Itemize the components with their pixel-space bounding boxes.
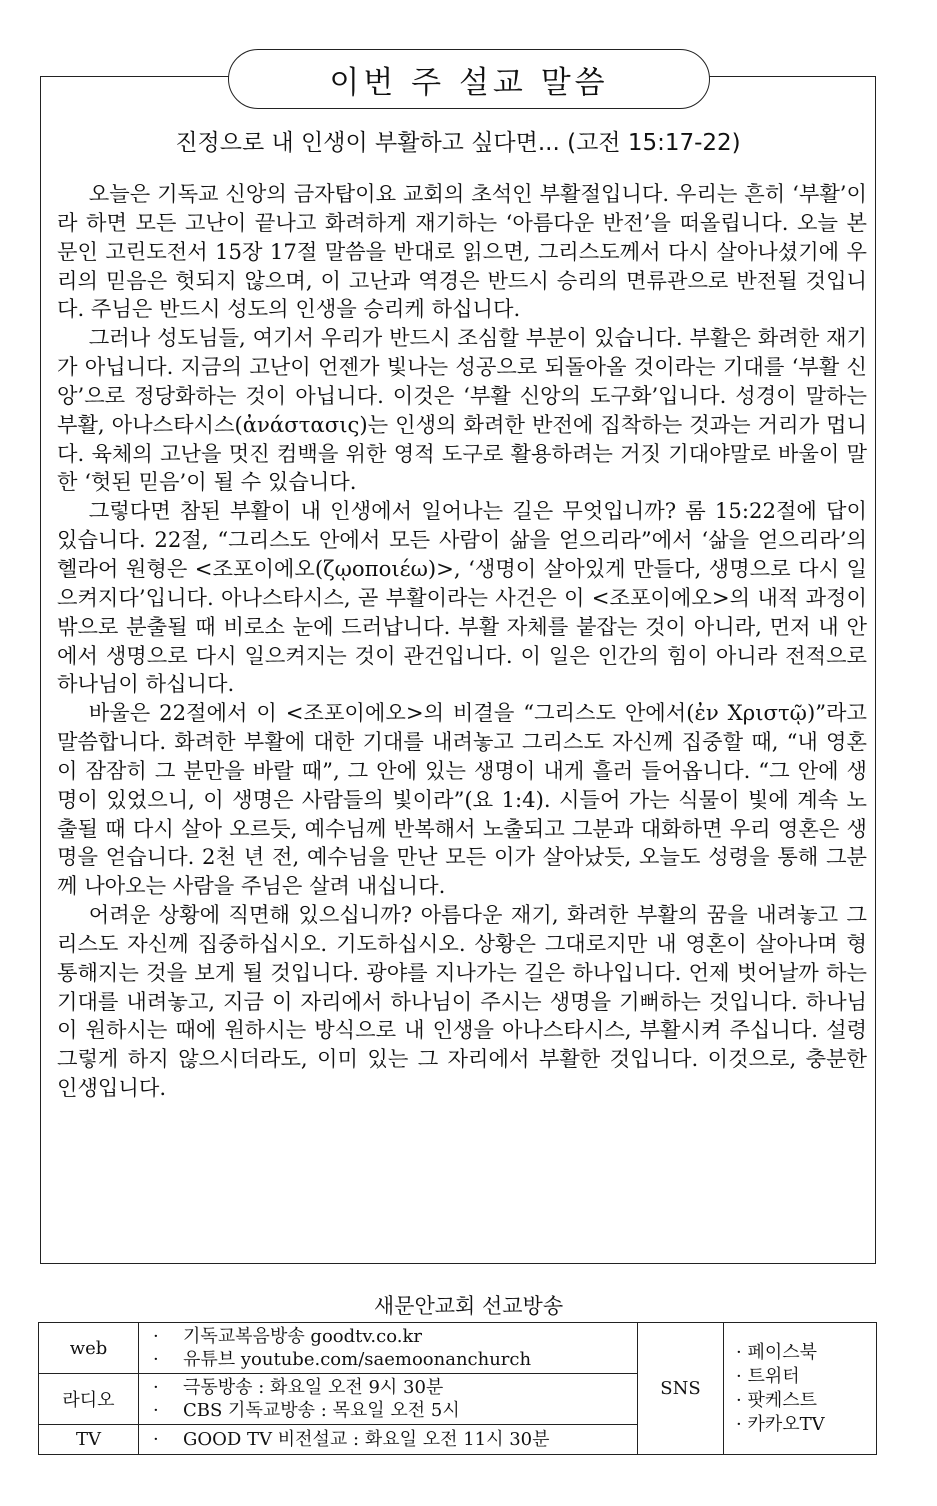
detail-tv xyxy=(139,1425,638,1455)
table-row xyxy=(39,1323,877,1374)
sns-item: · 카카오TV xyxy=(736,1413,876,1437)
sermon-body xyxy=(57,180,867,1103)
page-title: 이번 주 설교 말씀 xyxy=(228,49,710,109)
sermon-paragraph: 어려운 상황에 직면해 있으십니까? 아름다운 재기, 화려한 부활의 꿈을 내려놓고 그리스도 자신께 집중하십시오. 기도하십시오. 상황은 그대로지만 내 영혼이 살아나며 형통해지는 것을 보게 될 것입니다. 광야를 지나가는 길은 하나입니다. 언제 벗어날까 하는 기대를 내려놓고, 지금 이 자리에서 하나님이 주시는 생명을 기뻐하는 것입니다. 하나님이 원하시는 때에 원하시는 방식으로 내 인생을 아나스타시스, 부활시켜 주십니다. 설령 그렇게 하지 않으시더라도, 이미 있는 그 자리에서 부활한 것입니다. 이것으로, 충분한 인생입니다. xyxy=(57,902,867,1101)
broadcast-item: · 기독교복음방송 goodtv.co.kr xyxy=(153,1325,637,1348)
sermon-paragraph: 그러나 성도님들, 여기서 우리가 반드시 조심할 부분이 있습니다. 부활은 화려한 재기가 아닙니다. 지금의 고난이 언젠가 빛나는 성공으로 되돌아올 것이라는 기대를 ‘부활 신앙’으로 정당화하는 것이 아닙니다. 이것은 ‘부활 신앙의 도구화’입니다. 성경이 말하는 부활, 아나스타시스(ἀνάστασις)는 인생의 화려한 반전에 집착하는 것과는 거리가 멉니다. 육체의 고난을 멋진 컴백을 위한 영적 도구로 활용하려는 거짓 기대야말로 바울이 말한 ‘헛된 믿음’이 될 수 있습니다. xyxy=(57,325,867,495)
broadcast-item: · CBS 기독교방송 : 목요일 오전 5시 xyxy=(153,1399,637,1422)
detail-web xyxy=(139,1323,638,1374)
sns-item: · 팟케스트 xyxy=(736,1389,876,1413)
sermon-paragraph: 그렇다면 참된 부활이 내 인생에서 일어나는 길은 무엇입니까? 롬 15:22절에 답이 있습니다. 22절, “그리스도 안에서 모든 사람이 삶을 얻으리라”에서 ‘삶을 얻으리라’의 헬라어 원형은 <조포이에오(ζῳοποιέω)>, ‘생명이 살아있게 만들다, 생명으로 다시 일으켜지다’입니다. 아나스타시스, 곧 부활이라는 사건은 이 <조포이에오>의 내적 과정이 밖으로 분출될 때 비로소 눈에 드러납니다. 부활 자체를 붙잡는 것이 아니라, 먼저 내 안에서 생명으로 다시 일으켜지는 것이 관건입니다. 이 일은 인간의 힘이 아니라 전적으로 하나님이 하십니다. xyxy=(57,498,867,697)
broadcast-item: · GOOD TV 비전설교 : 화요일 오전 11시 30분 xyxy=(153,1428,637,1451)
sns-item: · 트위터 xyxy=(736,1365,876,1389)
broadcast-item: · 유튜브 youtube.com/saemoonanchurch xyxy=(153,1348,637,1371)
category-tv: TV xyxy=(39,1425,139,1455)
sns-item: · 페이스북 xyxy=(736,1341,876,1365)
detail-radio xyxy=(139,1374,638,1425)
sns-label: SNS xyxy=(638,1323,724,1455)
category-web: web xyxy=(39,1323,139,1374)
sermon-title: 진정으로 내 인생이 부활하고 싶다면... (고전 15:17-22) xyxy=(175,130,741,156)
category-radio: 라디오 xyxy=(39,1374,139,1425)
sns-list-cell xyxy=(724,1323,877,1455)
sermon-paragraph: 바울은 22절에서 이 <조포이에오>의 비결을 “그리스도 안에서(ἐν Χριστῷ)”라고 말씀합니다. 화려한 부활에 대한 기대를 내려놓고 그리스도 자신께 집중할 때, “내 영혼이 잠잠히 그 분만을 바랄 때”, 그 안에 있는 생명이 내게 흘러 들어옵니다. “그 안에 생명이 있었으니, 이 생명은 사람들의 빛이라”(요 1:4). 시들어 가는 식물이 빛에 계속 노출될 때 다시 살아 오르듯, 예수님께 반복해서 노출되고 그분과 대화하면 우리 영혼은 생명을 얻습니다. 2천 년 전, 예수님을 만난 모든 이가 살아났듯, 오늘도 성령을 통해 그분께 나아오는 사람을 주님은 살려 내십니다. xyxy=(57,700,867,899)
sns-list xyxy=(724,1341,876,1437)
sermon-paragraph: 오늘은 기독교 신앙의 금자탑이요 교회의 초석인 부활절입니다. 우리는 흔히 ‘부활’이라 하면 모든 고난이 끝나고 화려하게 재기하는 ‘아름다운 반전’을 떠올립니다. 오늘 본문인 고린도전서 15장 17절 말씀을 반대로 읽으면, 그리스도께서 다시 살아나셨기에 우리의 믿음은 헛되지 않으며, 이 고난과 역경은 반드시 승리의 면류관으로 반전될 것입니다. 주님은 반드시 성도의 인생을 승리케 하십니다. xyxy=(57,181,867,322)
broadcast-item: · 극동방송 : 화요일 오전 9시 30분 xyxy=(153,1376,637,1399)
broadcast-table xyxy=(38,1322,877,1455)
broadcast-title: 새문안교회 선교방송 xyxy=(373,1294,564,1318)
